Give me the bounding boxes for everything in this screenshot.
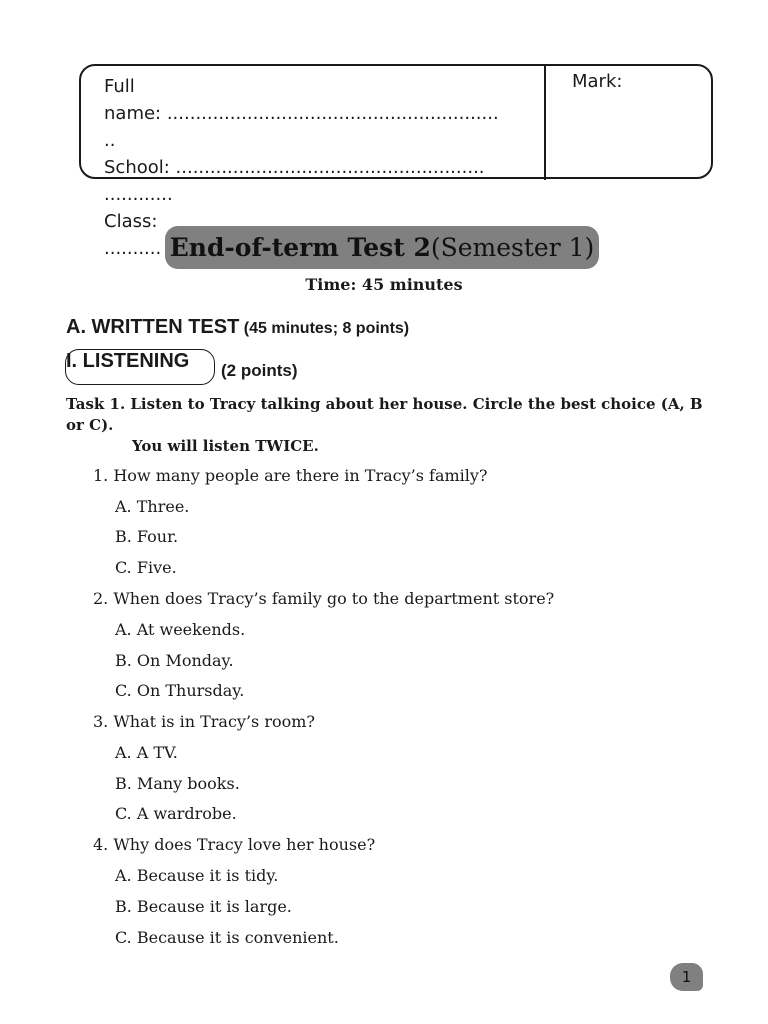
school-field-continued: ............ (104, 184, 173, 205)
question-3-option-a[interactable]: A. A TV. (115, 743, 178, 762)
page-number: 1 (670, 963, 703, 991)
question-1-option-b[interactable]: B. Four. (115, 527, 179, 546)
question-4-option-c[interactable]: C. Because it is convenient. (115, 928, 339, 947)
header-divider (544, 66, 546, 180)
section-a-label: A. WRITTEN TEST (66, 316, 240, 338)
section-a-heading (66, 316, 409, 340)
task-note: You will listen TWICE. (132, 437, 319, 455)
question-4-option-a[interactable]: A. Because it is tidy. (115, 866, 279, 885)
school-field[interactable]: School: ...................................................... (104, 157, 485, 178)
mark-label: Mark: (572, 71, 623, 92)
full-name-field-continued: .. (104, 130, 116, 151)
title-semester: (Semester 1) (430, 233, 595, 262)
question-2-option-a[interactable]: A. At weekends. (115, 620, 246, 639)
question-2-option-c[interactable]: C. On Thursday. (115, 681, 245, 700)
title-main: End-of-term Test 2 (169, 233, 431, 262)
listening-heading: I. LISTENING (66, 350, 190, 372)
question-2-option-b[interactable]: B. On Monday. (115, 651, 234, 670)
question-1-option-c[interactable]: C. Five. (115, 558, 177, 577)
question-1: 1. How many people are there in Tracy’s family? (93, 466, 488, 485)
section-a-detail: (45 minutes; 8 points) (239, 320, 410, 337)
full-name-field[interactable]: name: .......................................................... (104, 103, 499, 124)
task-instruction: Task 1. Listen to Tracy talking about her house. Circle the best choice (A, B or C). (66, 395, 703, 434)
class-label: Class: (104, 211, 158, 232)
question-3-option-b[interactable]: B. Many books. (115, 774, 240, 793)
question-2: 2. When does Tracy’s family go to the department store? (93, 589, 555, 608)
question-3: 3. What is in Tracy’s room? (93, 712, 315, 731)
listening-points: (2 points) (221, 361, 298, 380)
question-4: 4. Why does Tracy love her house? (93, 835, 376, 854)
class-field[interactable]: .......... (104, 238, 162, 259)
test-duration: Time: 45 minutes (305, 275, 463, 294)
question-1-option-a[interactable]: A. Three. (115, 497, 190, 516)
question-4-option-b[interactable]: B. Because it is large. (115, 897, 292, 916)
full-name-label: Full (104, 76, 135, 97)
question-3-option-c[interactable]: C. A wardrobe. (115, 804, 237, 823)
page-title (165, 226, 599, 269)
